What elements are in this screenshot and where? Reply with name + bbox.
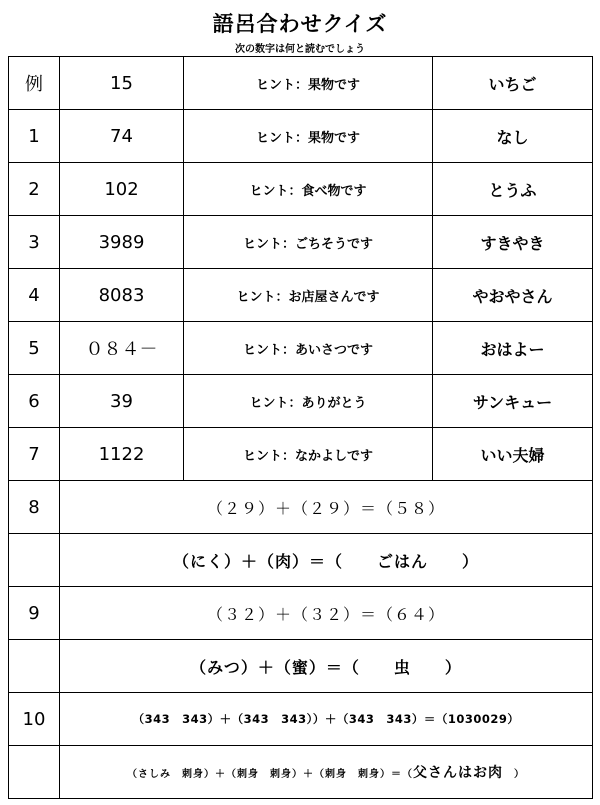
reading-left: （みつ）＋（蜜）＝（ [190,657,394,677]
table-row-6 [9,375,593,428]
question-number: 6 [9,375,60,428]
hint-text: ヒント：食べ物です [184,163,433,216]
reading-right: ） [428,551,480,571]
quiz-digits: 102 [60,163,184,216]
table-row-3 [9,216,593,269]
table-row-2 [9,163,593,216]
quiz-digits: 8083 [60,269,184,322]
question-number: 10 [9,693,60,746]
hint-text: ヒント：ありがとう [184,375,433,428]
number-equation: （343 343）＋（343 343））＋（343 343）＝（1030029） [60,693,593,746]
quiz-table [8,56,593,799]
quiz-digits: 15 [60,57,184,110]
question-number: 7 [9,428,60,481]
quiz-digits: 1122 [60,428,184,481]
question-number: 9 [9,587,60,640]
quiz-digits: ０８４－ [60,322,184,375]
answer-text: おはよー [433,322,593,375]
question-number: 8 [9,481,60,534]
reading-equation [60,746,593,799]
question-number: 2 [9,163,60,216]
question-number: 1 [9,110,60,163]
reading-left: （にく）＋（肉）＝（ [172,551,377,571]
answer-text: いい夫婦 [433,428,593,481]
answer-text: すきやき [433,216,593,269]
reading-left: （さしみ 刺身）＋（刺身 刺身）＋（刺身 刺身）＝（ [127,769,413,780]
answer-text: やおやさん [433,269,593,322]
table-row-9-reading [9,640,593,693]
question-number: 5 [9,322,60,375]
table-row-10-reading [9,746,593,799]
reading-right: ） [503,769,525,780]
reading-right: ） [410,657,462,677]
reading-answer: 父さんはお肉 [413,765,503,781]
reading-equation [60,640,593,693]
empty-cell [9,640,60,693]
hint-text: ヒント：果物です [184,57,433,110]
question-number: 4 [9,269,60,322]
reading-answer: ごはん [376,551,428,571]
table-row-8-reading [9,534,593,587]
table-row-8-equation [9,481,593,534]
empty-cell [9,746,60,799]
hint-text: ヒント：お店屋さんです [184,269,433,322]
hint-text: ヒント：ごちそうです [184,216,433,269]
table-row-10-equation [9,693,593,746]
reading-answer: 虫 [393,657,411,677]
number-equation: （２９）＋（２９）＝（５８） [60,481,593,534]
quiz-digits: 74 [60,110,184,163]
page-subtitle: 次の数字は何と読むでしょう [235,44,365,55]
reading-equation [60,534,593,587]
answer-text: サンキュー [433,375,593,428]
empty-cell [9,534,60,587]
hint-text: ヒント：なかよしです [184,428,433,481]
table-row-1 [9,110,593,163]
question-number: 3 [9,216,60,269]
answer-text: いちご [433,57,593,110]
hint-text: ヒント：あいさつです [184,322,433,375]
answer-text: とうふ [433,163,593,216]
hint-text: ヒント：果物です [184,110,433,163]
table-row-9-equation [9,587,593,640]
quiz-digits: 3989 [60,216,184,269]
answer-text: なし [433,110,593,163]
question-number: 例 [9,57,60,110]
table-row-7 [9,428,593,481]
table-row-4 [9,269,593,322]
page-title: 語呂合わせクイズ [212,12,388,36]
quiz-digits: 39 [60,375,184,428]
number-equation: （３２）＋（３２）＝（６４） [60,587,593,640]
table-row-example [9,57,593,110]
table-row-5 [9,322,593,375]
